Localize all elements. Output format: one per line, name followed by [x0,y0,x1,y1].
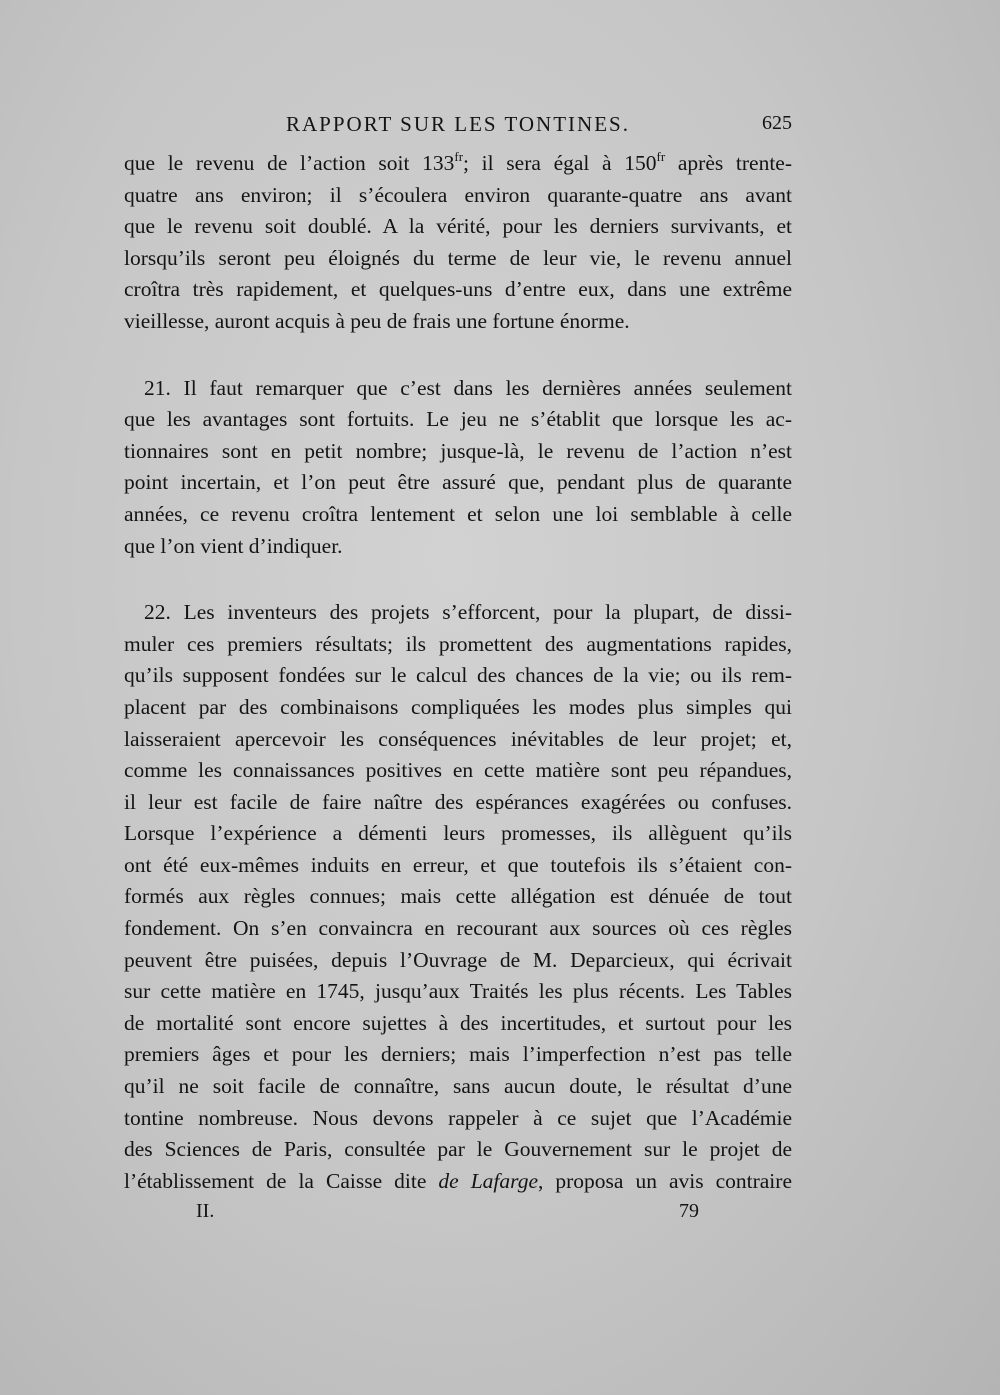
paragraph-gap [124,338,792,373]
paragraph [124,148,792,338]
paragraph [124,373,792,563]
text-line: 21. Il faut remarquer que c’est dans les dernières années seulement [144,375,792,400]
text-line: muler ces premiers résultats; ils promettent des augmentations rapides, [124,631,792,656]
currency-superscript: fr [656,149,666,164]
text-line: tionnaires sont en petit nombre; jusque-là, le revenu de l’action n’est [124,438,792,463]
text-line: qu’ils supposent fondées sur le calcul des chances de la vie; ou ils rem- [124,663,792,688]
text-line: l’établissement de la Caisse dite de Lafarge, proposa un avis contraire [124,1168,792,1193]
text-line: lorsqu’ils seront peu éloignés du terme de leur vie, le revenu annuel [124,245,792,270]
text-line: point incertain, et l’on peut être assuré que, pendant plus de quarante [124,470,792,495]
text-line: comme les connaissances positives en cette matière sont peu répandues, [124,758,792,783]
text-line: de mortalité sont encore sujettes à des incertitudes, et surtout pour les [124,1010,792,1035]
paragraph [124,597,792,1197]
page-header [124,112,792,142]
text-line: tontine nombreuse. Nous devons rappeler à ce sujet que l’Académie [124,1105,792,1130]
page-footer [124,1200,792,1230]
text-line: peuvent être puisées, depuis l’Ouvrage de M. Deparcieux, qui écrivait [124,947,792,972]
text-line: que le revenu de l’action soit $133^{fr}$; il sera égal à $150^{fr}$ après trente- [124,149,792,175]
currency-superscript: fr [454,149,464,164]
text-line: laisseraient apercevoir les conséquences inévitables de leur projet; et, [124,726,792,751]
text-line: croîtra très rapidement, et quelques-uns d’entre eux, dans une extrême [124,277,792,302]
text-line: fondement. On s’en convaincra en recourant aux sources où ces règles [124,916,792,941]
text-line: placent par des combinaisons compliquées les modes plus simples qui [124,694,792,719]
page-number: 625 [762,112,792,134]
text-line: il leur est facile de faire naître des espérances exagérées ou confuses. [124,789,792,814]
sheet-number: 79 [679,1200,699,1222]
text-line: que l’on vient d’indiquer. [124,533,343,558]
text-line: des Sciences de Paris, consultée par le Gouvernement sur le projet de [124,1137,792,1162]
text-line: que les avantages sont fortuits. Le jeu ne s’établit que lorsque les ac- [124,407,792,432]
body-text [124,148,792,1197]
italic-name: de Lafarge [438,1168,538,1193]
text-line: sur cette matière en 1745, jusqu’aux Traités les plus récents. Les Tables [124,979,792,1004]
text-line: vieillesse, auront acquis à peu de frais une fortune énorme. [124,308,630,333]
text-line: quatre ans environ; il s’écoulera environ quarante-quatre ans avant [124,182,792,207]
signature-mark: II. [196,1200,215,1222]
paragraph-gap [124,562,792,597]
text-line: que le revenu soit doublé. A la vérité, pour les derniers survivants, et [124,214,792,239]
text-line: qu’il ne soit facile de connaître, sans aucun doute, le résultat d’une [124,1074,792,1099]
text-line: Lorsque l’expérience a démenti leurs promesses, ils allèguent qu’ils [124,821,792,846]
text-line: premiers âges et pour les derniers; mais l’imperfection n’est pas telle [124,1042,792,1067]
text-line: années, ce revenu croîtra lentement et selon une loi semblable à celle [124,501,792,526]
running-title: RAPPORT SUR LES TONTINES. [286,112,630,136]
text-line: 22. Les inventeurs des projets s’efforcent, pour la plupart, de dissi- [144,600,792,625]
text-line: ont été eux-mêmes induits en erreur, et que toutefois ils s’étaient con- [124,852,792,877]
text-line: formés aux règles connues; mais cette allégation est dénuée de tout [124,884,792,909]
